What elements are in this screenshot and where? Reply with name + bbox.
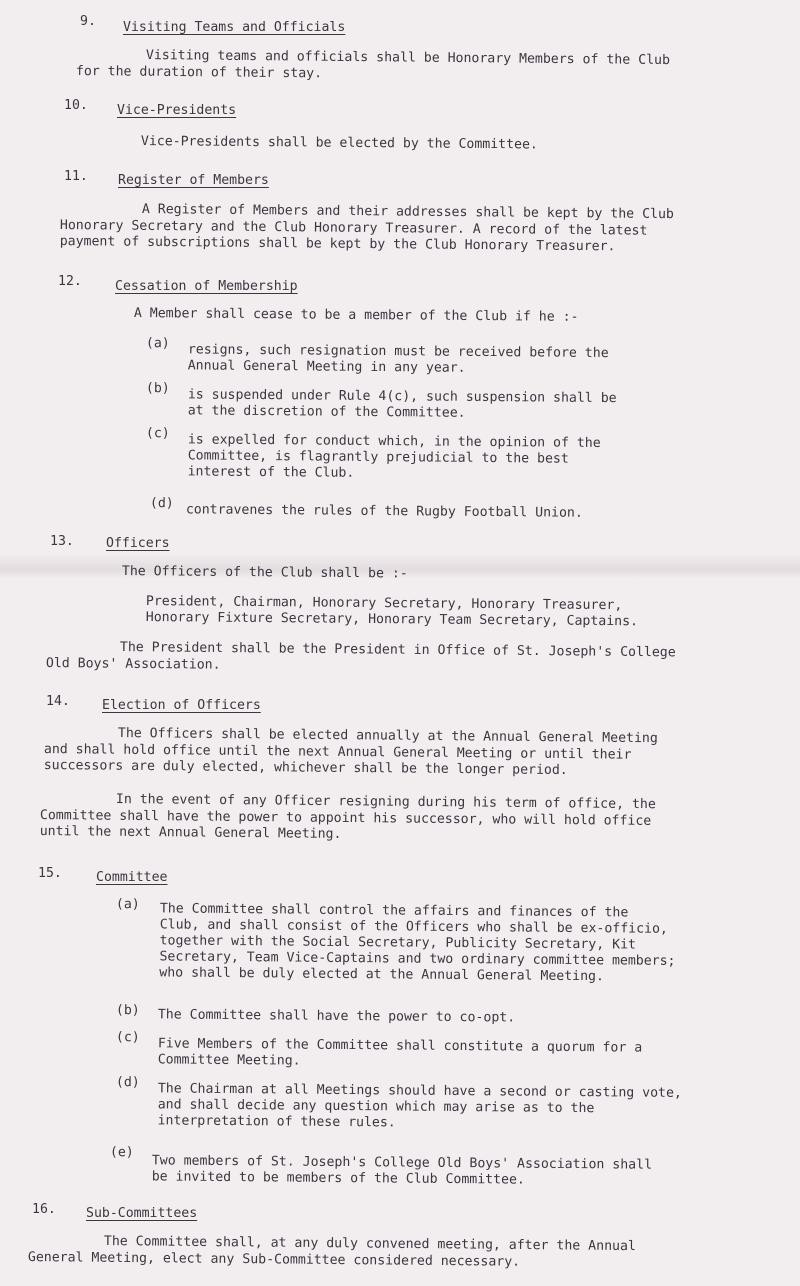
- paragraph-continuation: for the duration of their stay.: [75, 64, 323, 82]
- section-heading: Cessation of Membership: [115, 279, 298, 294]
- paragraph-continuation: Committee shall have the power to appoint his successor, who will hold office until the next Annual General Meeting.: [39, 808, 652, 842]
- section-number: 16.: [32, 1202, 56, 1217]
- section-number: 13.: [50, 534, 74, 549]
- paragraph-continuation: and shall hold office until the next Annual General Meeting or until their successors are duly elected, whichever shall be the longer period.: [43, 742, 632, 779]
- paragraph-continuation: Old Boys' Association.: [45, 656, 221, 673]
- item-text: is suspended under Rule 4(c), such suspension shall be at the discretion of the Committee.: [187, 387, 617, 421]
- paragraph: Visiting teams and officials shall be Honorary Members of the Club: [145, 48, 670, 69]
- item-label: (c): [145, 426, 170, 442]
- item-text: resigns, such resignation must be received before the Annual General Meeting in any year.: [187, 342, 609, 376]
- paragraph-continuation: Honorary Secretary and the Club Honorary Treasurer. A record of the latest payment of subscriptions shall be kept by the Club Honorary Treasurer.: [59, 218, 648, 255]
- section-number: 11.: [64, 169, 88, 184]
- item-label: (d): [115, 1075, 140, 1091]
- paragraph: The Committee shall, at any duly convened meeting, after the Annual: [103, 1234, 636, 1255]
- section-number: 14.: [46, 694, 70, 709]
- section-number: 15.: [38, 866, 62, 881]
- section-heading: Register of Members: [118, 173, 269, 188]
- item-label: (a): [145, 336, 170, 352]
- section-heading: Committee: [96, 870, 168, 885]
- item-text: Two members of St. Joseph's College Old Boys' Association shall be invited to be members of the Club Committee.: [151, 1153, 653, 1188]
- section-number: 10.: [64, 98, 88, 113]
- item-label: (c): [115, 1030, 140, 1046]
- intro-text: A Member shall cease to be a member of the Club if he :-: [133, 306, 579, 325]
- item-text: contravenes the rules of the Rugby Football Union.: [185, 502, 583, 521]
- item-label: (b): [115, 1003, 140, 1019]
- paragraph: The President shall be the President in Office of St. Joseph's College: [119, 640, 676, 661]
- item-text: is expelled for conduct which, in the opinion of the Committee, is flagrantly prejudicial to the best interest of the Club.: [187, 432, 601, 481]
- section-heading: Officers: [106, 536, 170, 551]
- intro-text: The Officers of the Club shall be :-: [121, 564, 408, 582]
- paragraph: A Register of Members and their addresses shall be kept by the Club: [141, 202, 674, 223]
- paragraph: In the event of any Officer resigning during his term of office, the: [115, 792, 656, 813]
- item-label: (a): [115, 897, 140, 913]
- item-text: The Committee shall control the affairs and finances of the Club, and shall consist of the Officers who shall be ex-officio, together with the Social Secretary, Publicity Secretary, Kit Secretary, Team Vice-Captains and two ordinary committee members; who shall be duly elected at the Annual General Meeting.: [159, 901, 676, 985]
- section-heading: Sub-Committees: [86, 1206, 198, 1221]
- item-label: (e): [109, 1145, 134, 1161]
- section-heading: Election of Officers: [102, 698, 261, 713]
- item-label: (b): [145, 381, 170, 397]
- paragraph: The Officers shall be elected annually at the Annual General Meeting: [117, 726, 658, 747]
- item-text: Five Members of the Committee shall constitute a quorum for a Committee Meeting.: [157, 1036, 643, 1069]
- paragraph-continuation: General Meeting, elect any Sub-Committee considered necessary.: [27, 1250, 521, 1270]
- paragraph: Vice-Presidents shall be elected by the Committee.: [140, 134, 538, 153]
- item-text: The Chairman at all Meetings should have a second or casting vote, and shall decide any question which may arise as to the interpretation of these rules.: [157, 1081, 682, 1131]
- item-label: (d): [149, 496, 174, 512]
- item-text: The Committee shall have the power to co-opt.: [157, 1007, 516, 1026]
- section-number: 12.: [58, 274, 82, 289]
- section-heading: Visiting Teams and Officials: [123, 20, 346, 35]
- officer-list: President, Chairman, Honorary Secretary, Honorary Treasurer, Honorary Fixture Secretary, Honorary Team Secretary, Captains.: [145, 594, 639, 630]
- section-heading: Vice-Presidents: [117, 103, 237, 118]
- section-number: 9.: [80, 14, 96, 29]
